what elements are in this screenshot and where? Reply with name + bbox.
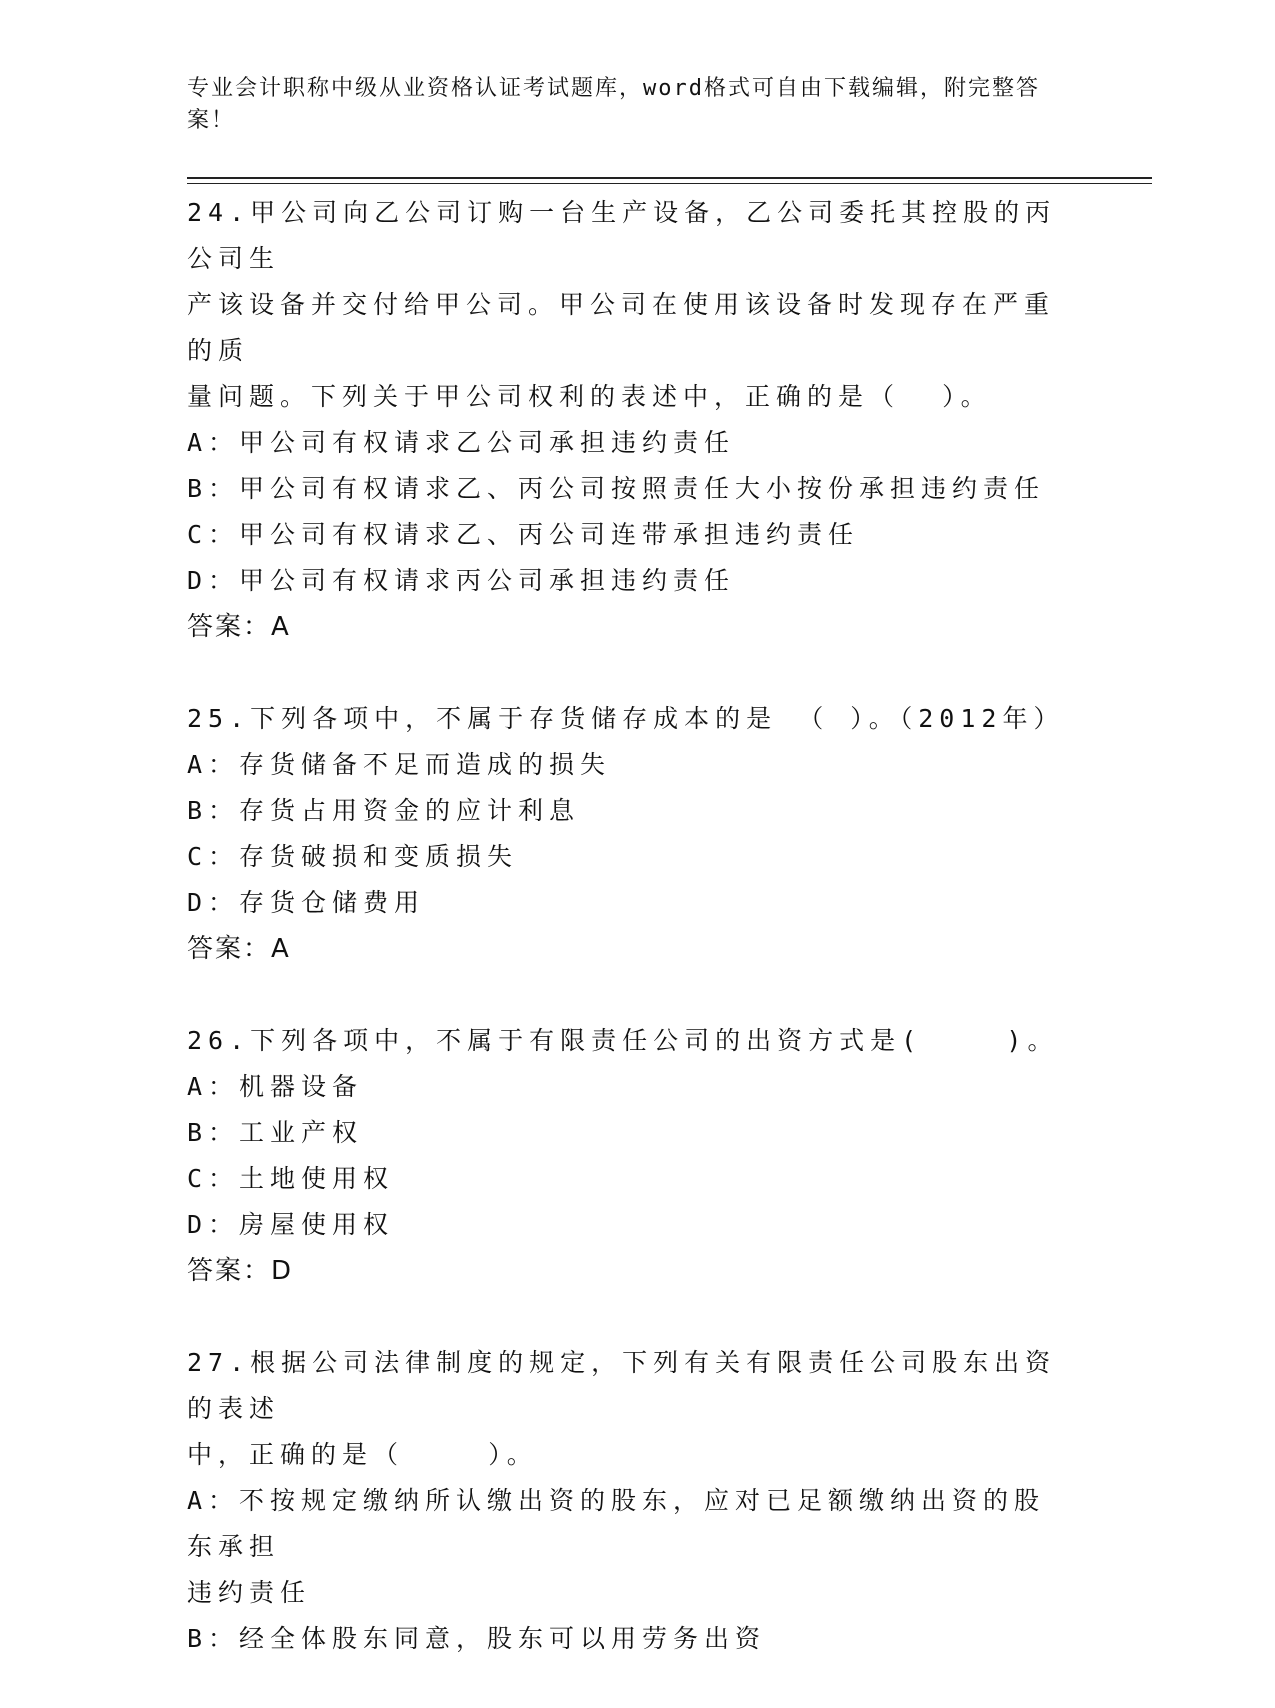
question-25: [187, 696, 1067, 972]
document-header: 专业会计职称中级从业资格认证考试题库，word格式可自由下载编辑，附完整答案！: [187, 76, 1040, 133]
question-stem-line: 中，正确的是（ ）。: [187, 1440, 538, 1469]
option-c: C：存货破损和变质损失: [187, 842, 519, 871]
option-a: A：机器设备: [187, 1072, 364, 1101]
option-b: B：工业产权: [187, 1118, 364, 1147]
question-stem-line: 量问题。下列关于甲公司权利的表述中，正确的是（ ）。: [187, 382, 992, 411]
option-a: A：不按规定缴纳所认缴出资的股东，应对已足额缴纳出资的股东承担: [187, 1486, 1046, 1561]
question-stem-line: 24.甲公司向乙公司订购一台生产设备，乙公司委托其控股的丙公司生: [187, 198, 1057, 273]
option-d: D：存货仓储费用: [187, 888, 426, 917]
option-d: D：房屋使用权: [187, 1210, 395, 1239]
option-d: D：甲公司有权请求丙公司承担违约责任: [187, 566, 736, 595]
header-divider-thick: [187, 177, 1152, 179]
option-a: A：存货储备不足而造成的损失: [187, 750, 612, 779]
question-stem-line: 25.下列各项中，不属于存货储存成本的是 （ ）。（2012年）: [187, 704, 1065, 733]
question-stem-line: 26.下列各项中，不属于有限责任公司的出资方式是( )。: [187, 1026, 1059, 1055]
question-27: [187, 1340, 1067, 1662]
option-b: B：经全体股东同意，股东可以用劳务出资: [187, 1624, 767, 1653]
option-b: B：存货占用资金的应计利息: [187, 796, 581, 825]
answer-label: 答案：A: [187, 934, 291, 964]
option-c: C：甲公司有权请求乙、丙公司连带承担违约责任: [187, 520, 860, 549]
option-c: C：土地使用权: [187, 1164, 395, 1193]
option-a: A：甲公司有权请求乙公司承担违约责任: [187, 428, 736, 457]
question-stem-line: 产该设备并交付给甲公司。甲公司在使用该设备时发现存在严重的质: [187, 290, 1056, 365]
question-24: [187, 190, 1067, 650]
question-list: [187, 190, 1067, 1708]
option-a-continued: 违约责任: [187, 1578, 312, 1607]
answer-label: 答案：D: [187, 1256, 294, 1286]
question-stem-line: 27.根据公司法律制度的规定，下列有关有限责任公司股东出资的表述: [187, 1348, 1057, 1423]
question-26: [187, 1018, 1067, 1294]
header-divider-thin: [187, 183, 1152, 184]
answer-label: 答案：A: [187, 612, 291, 642]
option-b: B：甲公司有权请求乙、丙公司按照责任大小按份承担违约责任: [187, 474, 1046, 503]
